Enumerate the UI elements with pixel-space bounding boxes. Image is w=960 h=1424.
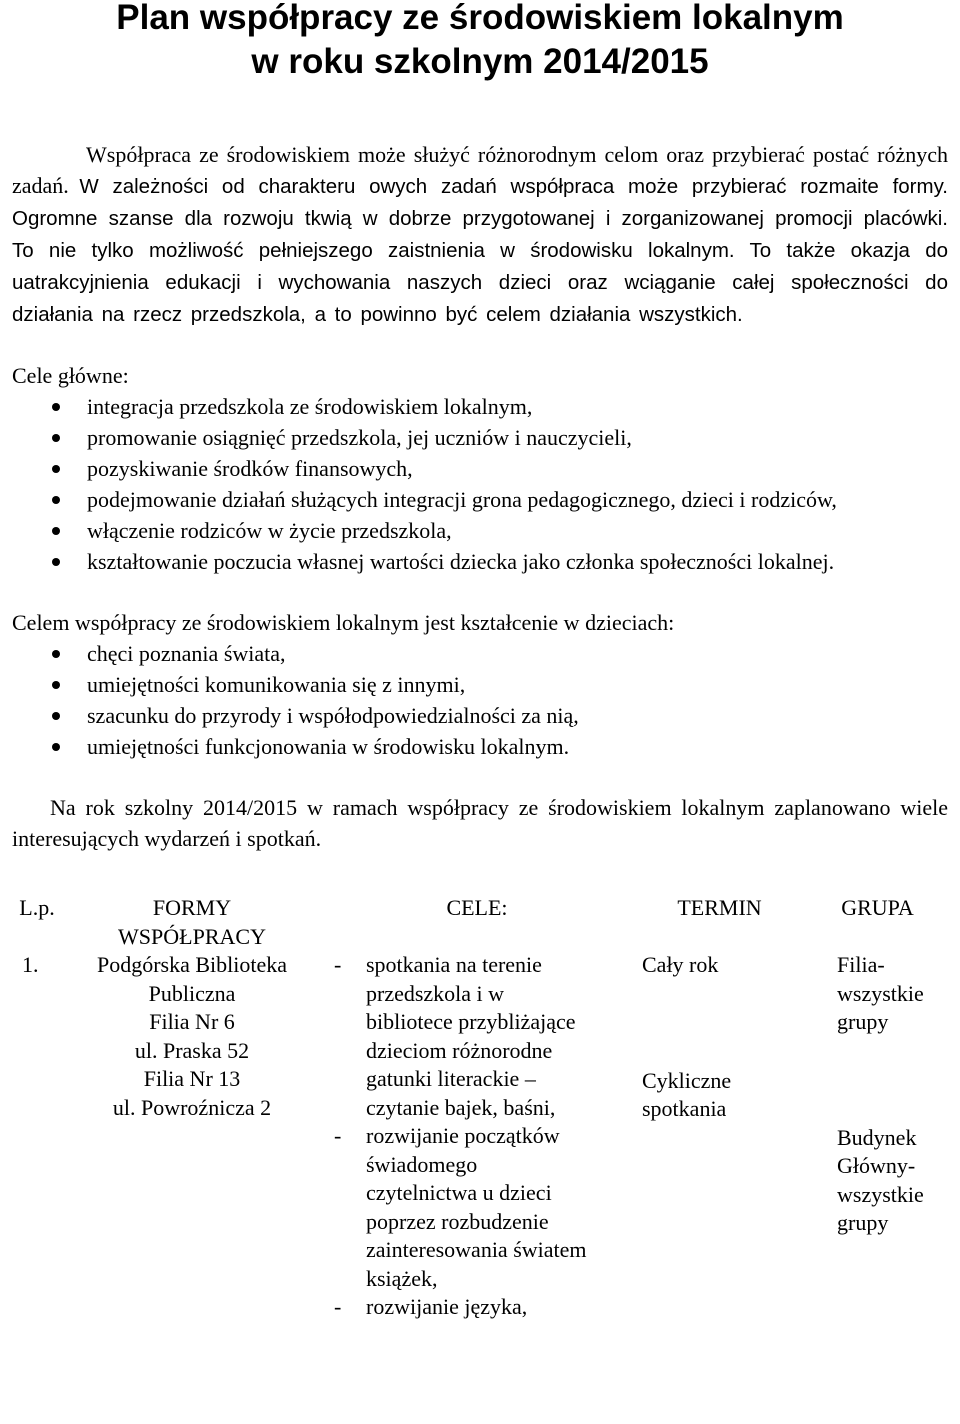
- bullet-icon: [52, 558, 60, 566]
- term-all-year: Cały rok: [642, 952, 719, 977]
- forms-line: ul. Powroźnicza 2: [112, 1094, 272, 1120]
- goal-text: [366, 1293, 618, 1322]
- goal-text: [366, 951, 618, 1122]
- header-term: TERMIN: [677, 895, 762, 920]
- forms-line: Podgórska Biblioteka: [96, 952, 288, 977]
- header-forms-line-2: WSPÓŁPRACY: [118, 923, 266, 949]
- goal-line: rozwijanie początków: [366, 1123, 560, 1148]
- bullet-icon: [52, 681, 60, 689]
- goal-item: [334, 1122, 618, 1293]
- list-item-text: promowanie osiągnięć przedszkola, jej uczniów i nauczycieli,: [87, 425, 632, 450]
- goal-line: czytanie bajek, baśni,: [366, 1094, 556, 1120]
- group-line: wszystkie: [837, 1181, 924, 1207]
- intro-part-2: W zależności od charakteru owych zadań współpraca może przybierać rozmaite formy. Ogromne szanse dla rozwoju tkwią w dobrze przygotowanej i zorganizowanej promocji placówki. To nie tylko możliwość pełniejszego zaistnienia w środowisku lokalnym.: [12, 175, 948, 262]
- term-cyclic-line-2: spotkania: [642, 1096, 727, 1121]
- goal-line: dzieciom różnorodne: [366, 1037, 553, 1063]
- list-item-text: umiejętności funkcjonowania w środowisku lokalnym.: [87, 734, 570, 759]
- title-line-1: Plan współpracy ze środowiskiem lokalnym: [116, 0, 844, 37]
- document-title: [12, 0, 948, 84]
- main-goals-list: [12, 391, 948, 577]
- dash-marker: -: [334, 952, 342, 977]
- closing-paragraph: Na rok szkolny 2014/2015 w ramach współpracy ze środowiskiem lokalnym zaplanowano wiele interesujących wydarzeń i spotkań.: [12, 795, 948, 851]
- goal-line: gatunki literackie –: [366, 1066, 536, 1091]
- header-goals: CELE:: [446, 895, 508, 920]
- page-title: [12, 0, 948, 84]
- goal-text: [366, 1122, 618, 1293]
- bullet-icon: [52, 712, 60, 720]
- header-lp: L.p.: [19, 895, 55, 920]
- forms-line: ul. Praska 52: [134, 1037, 250, 1063]
- list-item-text: chęci poznania świata,: [87, 641, 286, 666]
- list-item-text: podejmowanie działań służących integracji grona pedagogicznego, dzieci i rodziców,: [87, 487, 837, 512]
- list-item: [12, 638, 948, 669]
- cell-forms: [62, 951, 322, 1322]
- dash-marker: -: [334, 1123, 342, 1148]
- goal-line: czytelnictwa u dzieci: [366, 1180, 552, 1205]
- group-line: wszystkie: [837, 980, 924, 1006]
- term-cyclic-line-1: Cykliczne: [642, 1067, 732, 1093]
- group-line: Budynek: [837, 1124, 917, 1150]
- list-item: [12, 484, 948, 515]
- group-line: Główny-: [837, 1153, 916, 1178]
- bullet-icon: [52, 650, 60, 658]
- goal-item: [334, 951, 618, 1122]
- bullet-icon: [52, 496, 60, 504]
- bullet-icon: [52, 403, 60, 411]
- forms-line: Publiczna: [148, 980, 236, 1006]
- bullet-icon: [52, 465, 60, 473]
- goal-line: książek,: [366, 1265, 438, 1291]
- document-page: [12, 0, 948, 1322]
- list-item: [12, 700, 948, 731]
- list-item: [12, 515, 948, 546]
- bullet-icon: [52, 434, 60, 442]
- list-item: [12, 731, 948, 762]
- intro-part-3: To także okazja do uatrakcyjnienia edukacji i wychowania naszych dzieci oraz wciąganie całej społeczności do działania na rzecz przedszkola, a to powinno być celem działania wszystkich.: [12, 239, 948, 326]
- list-item: [12, 422, 948, 453]
- cooperation-plan-table: [12, 894, 948, 1322]
- bullet-icon: [52, 527, 60, 535]
- list-item: [12, 669, 948, 700]
- dash-marker: -: [334, 1294, 342, 1319]
- cell-lp: 1.: [22, 952, 39, 977]
- title-line-2: w roku szkolnym 2014/2015: [251, 42, 709, 81]
- intro-paragraph: [12, 139, 948, 330]
- cooperation-goal-heading: Celem współpracy ze środowiskiem lokalnym jest kształcenie w dzieciach:: [12, 610, 675, 635]
- list-item-text: kształtowanie poczucia własnej wartości dziecka jako członka społeczności lokalnej.: [87, 549, 835, 574]
- header-forms-line-1: FORMY: [152, 895, 232, 920]
- main-goals-heading: Cele główne:: [12, 363, 129, 388]
- goal-line: rozwijanie języka,: [366, 1294, 528, 1319]
- goal-line: zainteresowania światem: [366, 1237, 587, 1262]
- cell-group: [807, 951, 948, 1322]
- goal-line: bibliotece przybliżające: [366, 1009, 576, 1034]
- list-item: [12, 391, 948, 422]
- list-item-text: pozyskiwanie środków finansowych,: [87, 456, 413, 481]
- table-row: [12, 951, 948, 1322]
- list-item: [12, 546, 948, 577]
- group-line: Filia-: [837, 952, 885, 977]
- list-item-text: szacunku do przyrody i współodpowiedzialności za nią,: [87, 703, 579, 728]
- cell-term: [632, 951, 807, 1322]
- goal-line: przedszkola i w: [366, 980, 505, 1006]
- list-item-text: umiejętności komunikowania się z innymi,: [87, 672, 466, 697]
- intro-part-1: Współpraca ze środowiskiem może służyć różnorodnym celom oraz przybierać postać różnych zadań.: [12, 142, 948, 198]
- cooperation-goal-list: [12, 638, 948, 762]
- goal-line: świadomego: [366, 1151, 478, 1177]
- bullet-icon: [52, 743, 60, 751]
- cell-goals: [322, 951, 632, 1322]
- list-item: [12, 453, 948, 484]
- forms-line: Filia Nr 6: [149, 1009, 235, 1034]
- goal-line: spotkania na terenie: [366, 952, 542, 977]
- goal-item: [334, 1293, 618, 1322]
- header-group: GRUPA: [841, 895, 914, 920]
- list-item-text: włączenie rodziców w życie przedszkola,: [87, 518, 452, 543]
- group-line: grupy: [837, 1210, 889, 1235]
- goal-line: poprzez rozbudzenie: [366, 1208, 549, 1234]
- table-header-row: [12, 894, 948, 951]
- header-forms: [62, 894, 322, 951]
- list-item-text: integracja przedszkola ze środowiskiem lokalnym,: [87, 394, 533, 419]
- forms-line: Filia Nr 13: [143, 1066, 241, 1091]
- group-line: grupy: [837, 1009, 889, 1034]
